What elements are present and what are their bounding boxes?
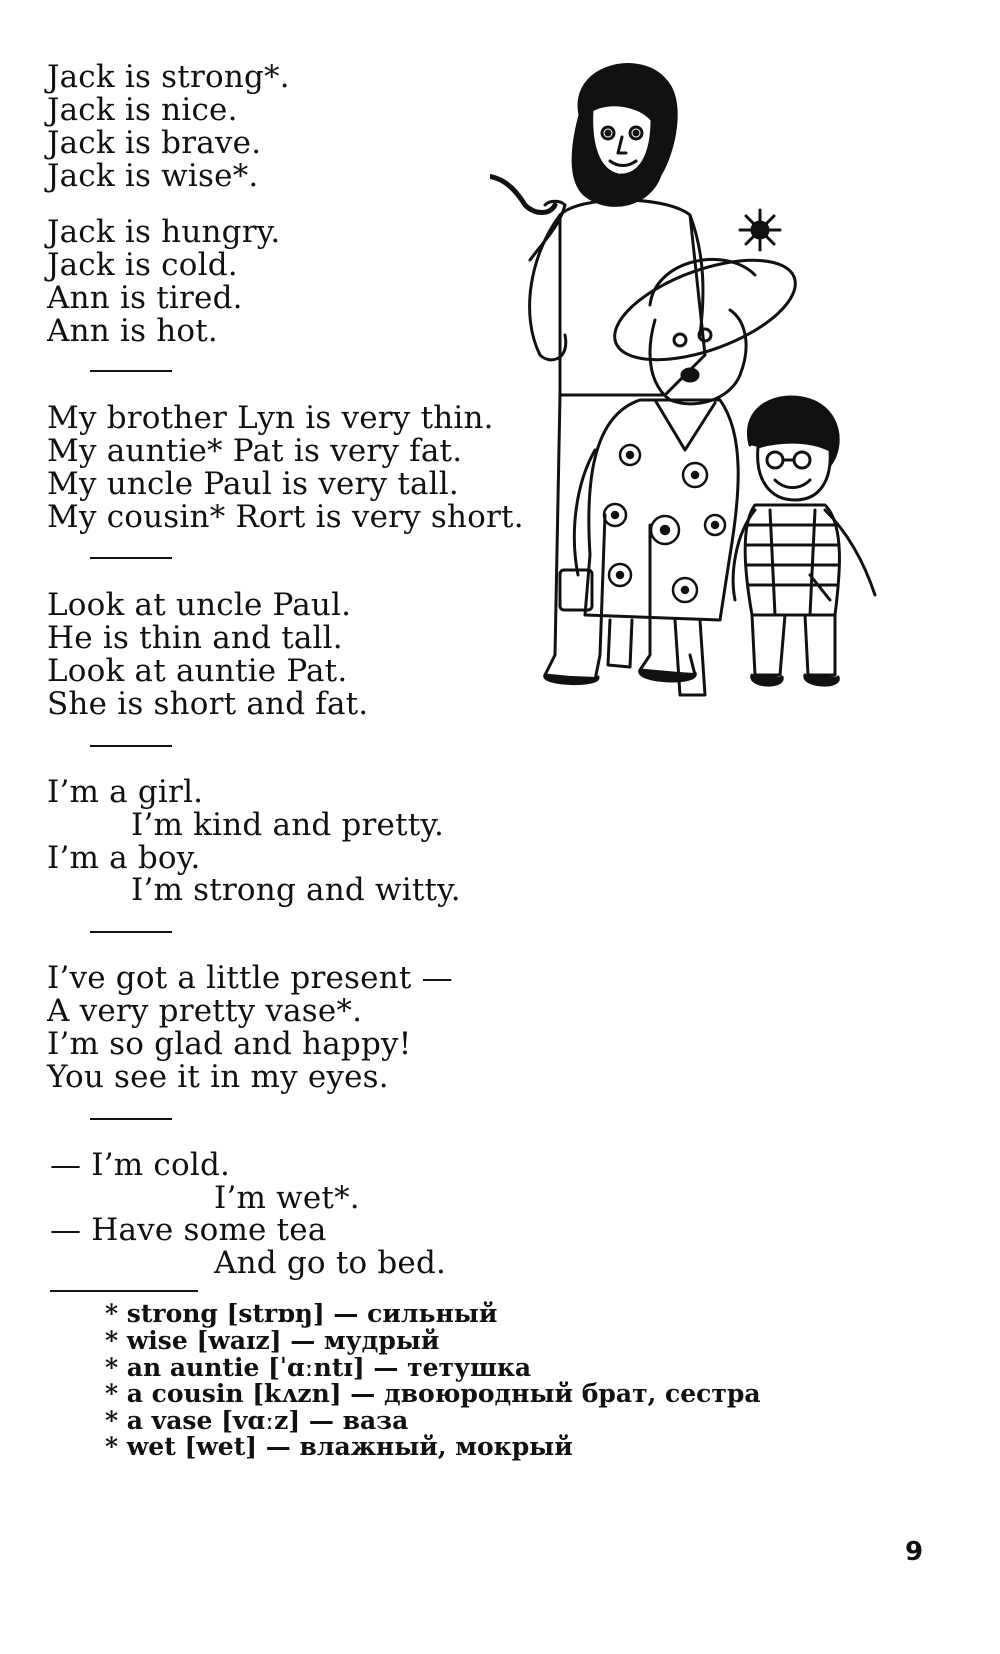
family-illustration-icon (490, 55, 930, 755)
poem-line: My brother Lyn is very thin. (47, 400, 494, 436)
footnote-item: * an auntie [ˈɑːntɪ] — тетушка (105, 1353, 532, 1382)
poem-line: Look at uncle Paul. (47, 587, 352, 623)
footnote-item: * wise [waɪz] — мудрый (105, 1326, 440, 1355)
poem-line: Jack is brave. (47, 125, 262, 161)
poem-line: You see it in my eyes. (47, 1059, 389, 1095)
poem-line: My uncle Paul is very tall. (47, 466, 459, 502)
stanza-divider (90, 745, 172, 747)
footnote-item: * wet [wet] — влажный, мокрый (105, 1432, 573, 1461)
poem-line: Ann is tired. (47, 280, 243, 316)
poem-line: I’m so glad and happy! (47, 1026, 412, 1062)
poem-line: Jack is wise*. (47, 158, 259, 194)
footnote-item: * a vase [vɑːz] — ваза (105, 1406, 409, 1435)
poem-line: I’m kind and pretty. (131, 807, 445, 843)
page-number: 9 (905, 1537, 924, 1567)
poem-line: She is short and fat. (47, 686, 369, 722)
footnote-divider (50, 1290, 198, 1292)
poem-line: Jack is nice. (47, 92, 238, 128)
poem-line: Jack is hungry. (47, 214, 281, 250)
poem-line: My cousin* Rort is very short. (47, 499, 524, 535)
poem-line: Ann is hot. (47, 313, 218, 349)
poem-line: I’m a girl. (47, 774, 204, 810)
poem-line: He is thin and tall. (47, 620, 343, 656)
poem-line: — I’m cold. (50, 1147, 231, 1183)
poem-line: My auntie* Pat is very fat. (47, 433, 463, 469)
poem-line: And go to bed. (214, 1245, 447, 1281)
footnote-item: * strong [strɒŋ] — сильный (105, 1299, 498, 1328)
poem-line: Jack is strong*. (47, 59, 290, 95)
poem-line: I’m wet*. (214, 1180, 360, 1216)
stanza-divider (90, 557, 172, 559)
poem-line: — Have some tea (50, 1212, 327, 1248)
footnote-item: * a cousin [kʌzn] — двоюродный брат, сестра (105, 1379, 761, 1408)
poem-line: A very pretty vase*. (47, 993, 363, 1029)
poem-line: I’m a boy. (47, 840, 201, 876)
stanza-divider (90, 1118, 172, 1120)
poem-line: I’ve got a little present — (47, 960, 453, 996)
stanza-divider (90, 370, 172, 372)
poem-line: I’m strong and witty. (131, 872, 461, 908)
poem-line: Look at auntie Pat. (47, 653, 348, 689)
stanza-divider (90, 931, 172, 933)
poem-line: Jack is cold. (47, 247, 238, 283)
